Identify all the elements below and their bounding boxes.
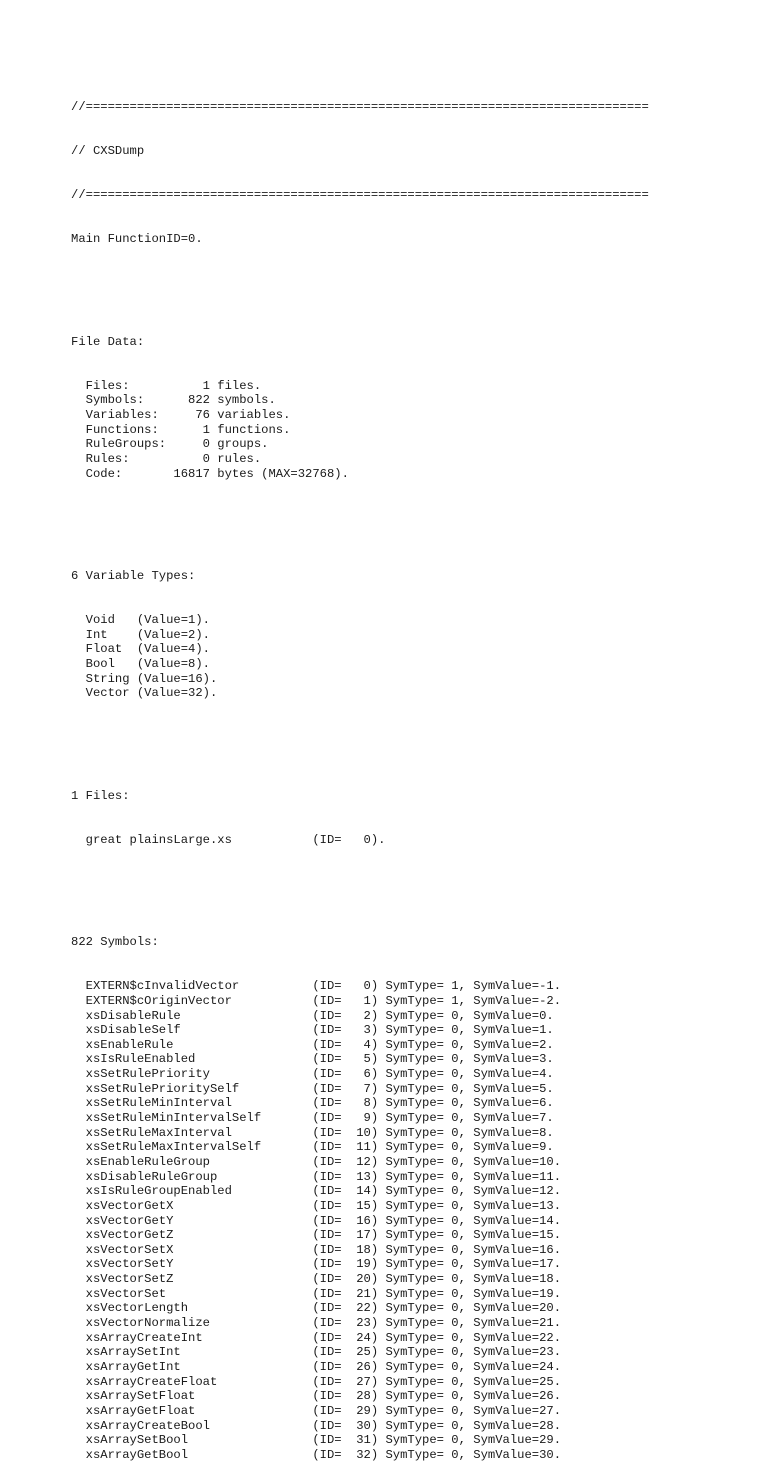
symbol-row: xsArrayGetInt (ID= 26) SymType= 0, SymValue=24. <box>71 1359 562 1374</box>
blank-line <box>71 510 649 525</box>
symbol-row: xsArraySetFloat (ID= 28) SymType= 0, SymValue=26. <box>71 1389 562 1404</box>
symbol-row: xsVectorSetX (ID= 18) SymType= 0, SymValue=16. <box>71 1242 562 1257</box>
symbol-row: xsArraySetBool (ID= 31) SymType= 0, SymValue=29. <box>71 1433 562 1448</box>
file-data-row: Rules: 0 rules. <box>71 451 262 466</box>
file-data-row: Files: 1 files. <box>71 378 262 393</box>
symbols-section <box>71 979 649 1462</box>
symbol-row: xsVectorLength (ID= 22) SymType= 0, SymValue=20. <box>71 1301 562 1316</box>
blank-line <box>71 730 649 745</box>
symbol-row: xsArrayCreateInt (ID= 24) SymType= 0, SymValue=22. <box>71 1330 562 1345</box>
header-rule-top: //============================================================================= <box>71 100 649 115</box>
symbol-row: xsDisableSelf (ID= 3) SymType= 0, SymValue=1. <box>71 1023 554 1038</box>
files-heading: 1 Files: <box>71 788 130 803</box>
symbols-heading: 822 Symbols: <box>71 935 159 950</box>
symbol-row: xsDisableRule (ID= 2) SymType= 0, SymValue=0. <box>71 1008 554 1023</box>
symbol-row: xsArraySetInt (ID= 25) SymType= 0, SymValue=23. <box>71 1345 562 1360</box>
variable-types-heading: 6 Variable Types: <box>71 569 196 584</box>
symbol-row: xsVectorSet (ID= 21) SymType= 0, SymValue=19. <box>71 1286 562 1301</box>
symbol-row: xsIsRuleEnabled (ID= 5) SymType= 0, SymValue=3. <box>71 1052 554 1067</box>
file-data-heading: File Data: <box>71 334 145 349</box>
symbol-row: EXTERN$cOriginVector (ID= 1) SymType= 1, SymValue=-2. <box>71 993 562 1008</box>
file-data-row: Code: 16817 bytes (MAX=32768). <box>71 466 349 481</box>
symbol-row: xsSetRulePriority (ID= 6) SymType= 0, SymValue=4. <box>71 1067 554 1082</box>
variable-type-row: String (Value=16). <box>71 671 218 686</box>
symbol-row: xsSetRuleMaxInterval (ID= 10) SymType= 0, SymValue=8. <box>71 1125 554 1140</box>
symbol-row: xsVectorNormalize (ID= 23) SymType= 0, SymValue=21. <box>71 1316 562 1331</box>
symbol-row: xsSetRuleMinIntervalSelf (ID= 9) SymType= 0, SymValue=7. <box>71 1111 554 1126</box>
symbol-row: xsVectorGetX (ID= 15) SymType= 0, SymValue=13. <box>71 1198 562 1213</box>
symbol-row: xsEnableRule (ID= 4) SymType= 0, SymValue=2. <box>71 1037 554 1052</box>
variable-type-row: Float (Value=4). <box>71 642 210 657</box>
variable-type-row: Void (Value=1). <box>71 613 210 628</box>
variable-type-row: Int (Value=2). <box>71 627 210 642</box>
main-function-line: Main FunctionID=0. <box>71 232 203 247</box>
symbol-row: xsVectorSetY (ID= 19) SymType= 0, SymValue=17. <box>71 1257 562 1272</box>
file-row: great plainsLarge.xs (ID= 0). <box>71 832 386 847</box>
symbol-row: xsArrayGetBool (ID= 32) SymType= 0, SymValue=30. <box>71 1447 562 1462</box>
files-section <box>71 833 649 848</box>
symbol-row: xsSetRuleMinInterval (ID= 8) SymType= 0, SymValue=6. <box>71 1096 554 1111</box>
symbol-row: xsDisableRuleGroup (ID= 13) SymType= 0, SymValue=11. <box>71 1169 562 1184</box>
dump-document <box>71 71 649 1477</box>
symbol-row: xsVectorGetY (ID= 16) SymType= 0, SymValue=14. <box>71 1213 562 1228</box>
symbol-row: xsVectorSetZ (ID= 20) SymType= 0, SymValue=18. <box>71 1272 562 1287</box>
symbol-row: EXTERN$cInvalidVector (ID= 0) SymType= 1, SymValue=-1. <box>71 979 562 994</box>
symbol-row: xsArrayCreateBool (ID= 30) SymType= 0, SymValue=28. <box>71 1418 562 1433</box>
symbol-row: xsVectorGetZ (ID= 17) SymType= 0, SymValue=15. <box>71 1228 562 1243</box>
variable-type-row: Bool (Value=8). <box>71 656 210 671</box>
document-title: // CXSDump <box>71 144 145 159</box>
symbol-row: xsEnableRuleGroup (ID= 12) SymType= 0, SymValue=10. <box>71 1154 562 1169</box>
symbol-row: xsSetRuleMaxIntervalSelf (ID= 11) SymType= 0, SymValue=9. <box>71 1140 554 1155</box>
variable-types-section <box>71 613 649 701</box>
blank-line <box>71 276 649 291</box>
header-rule-bottom: //============================================================================= <box>71 188 649 203</box>
blank-line <box>71 877 649 892</box>
file-data-row: Functions: 1 functions. <box>71 422 291 437</box>
variable-type-row: Vector (Value=32). <box>71 686 218 701</box>
file-data-row: Variables: 76 variables. <box>71 407 291 422</box>
symbol-row: xsIsRuleGroupEnabled (ID= 14) SymType= 0, SymValue=12. <box>71 1184 562 1199</box>
file-data-row: Symbols: 822 symbols. <box>71 393 276 408</box>
symbol-row: xsSetRulePrioritySelf (ID= 7) SymType= 0, SymValue=5. <box>71 1081 554 1096</box>
symbol-row: xsArrayGetFloat (ID= 29) SymType= 0, SymValue=27. <box>71 1403 562 1418</box>
symbol-row: xsArrayCreateFloat (ID= 27) SymType= 0, SymValue=25. <box>71 1374 562 1389</box>
file-data-row: RuleGroups: 0 groups. <box>71 437 269 452</box>
file-data-section <box>71 379 649 481</box>
